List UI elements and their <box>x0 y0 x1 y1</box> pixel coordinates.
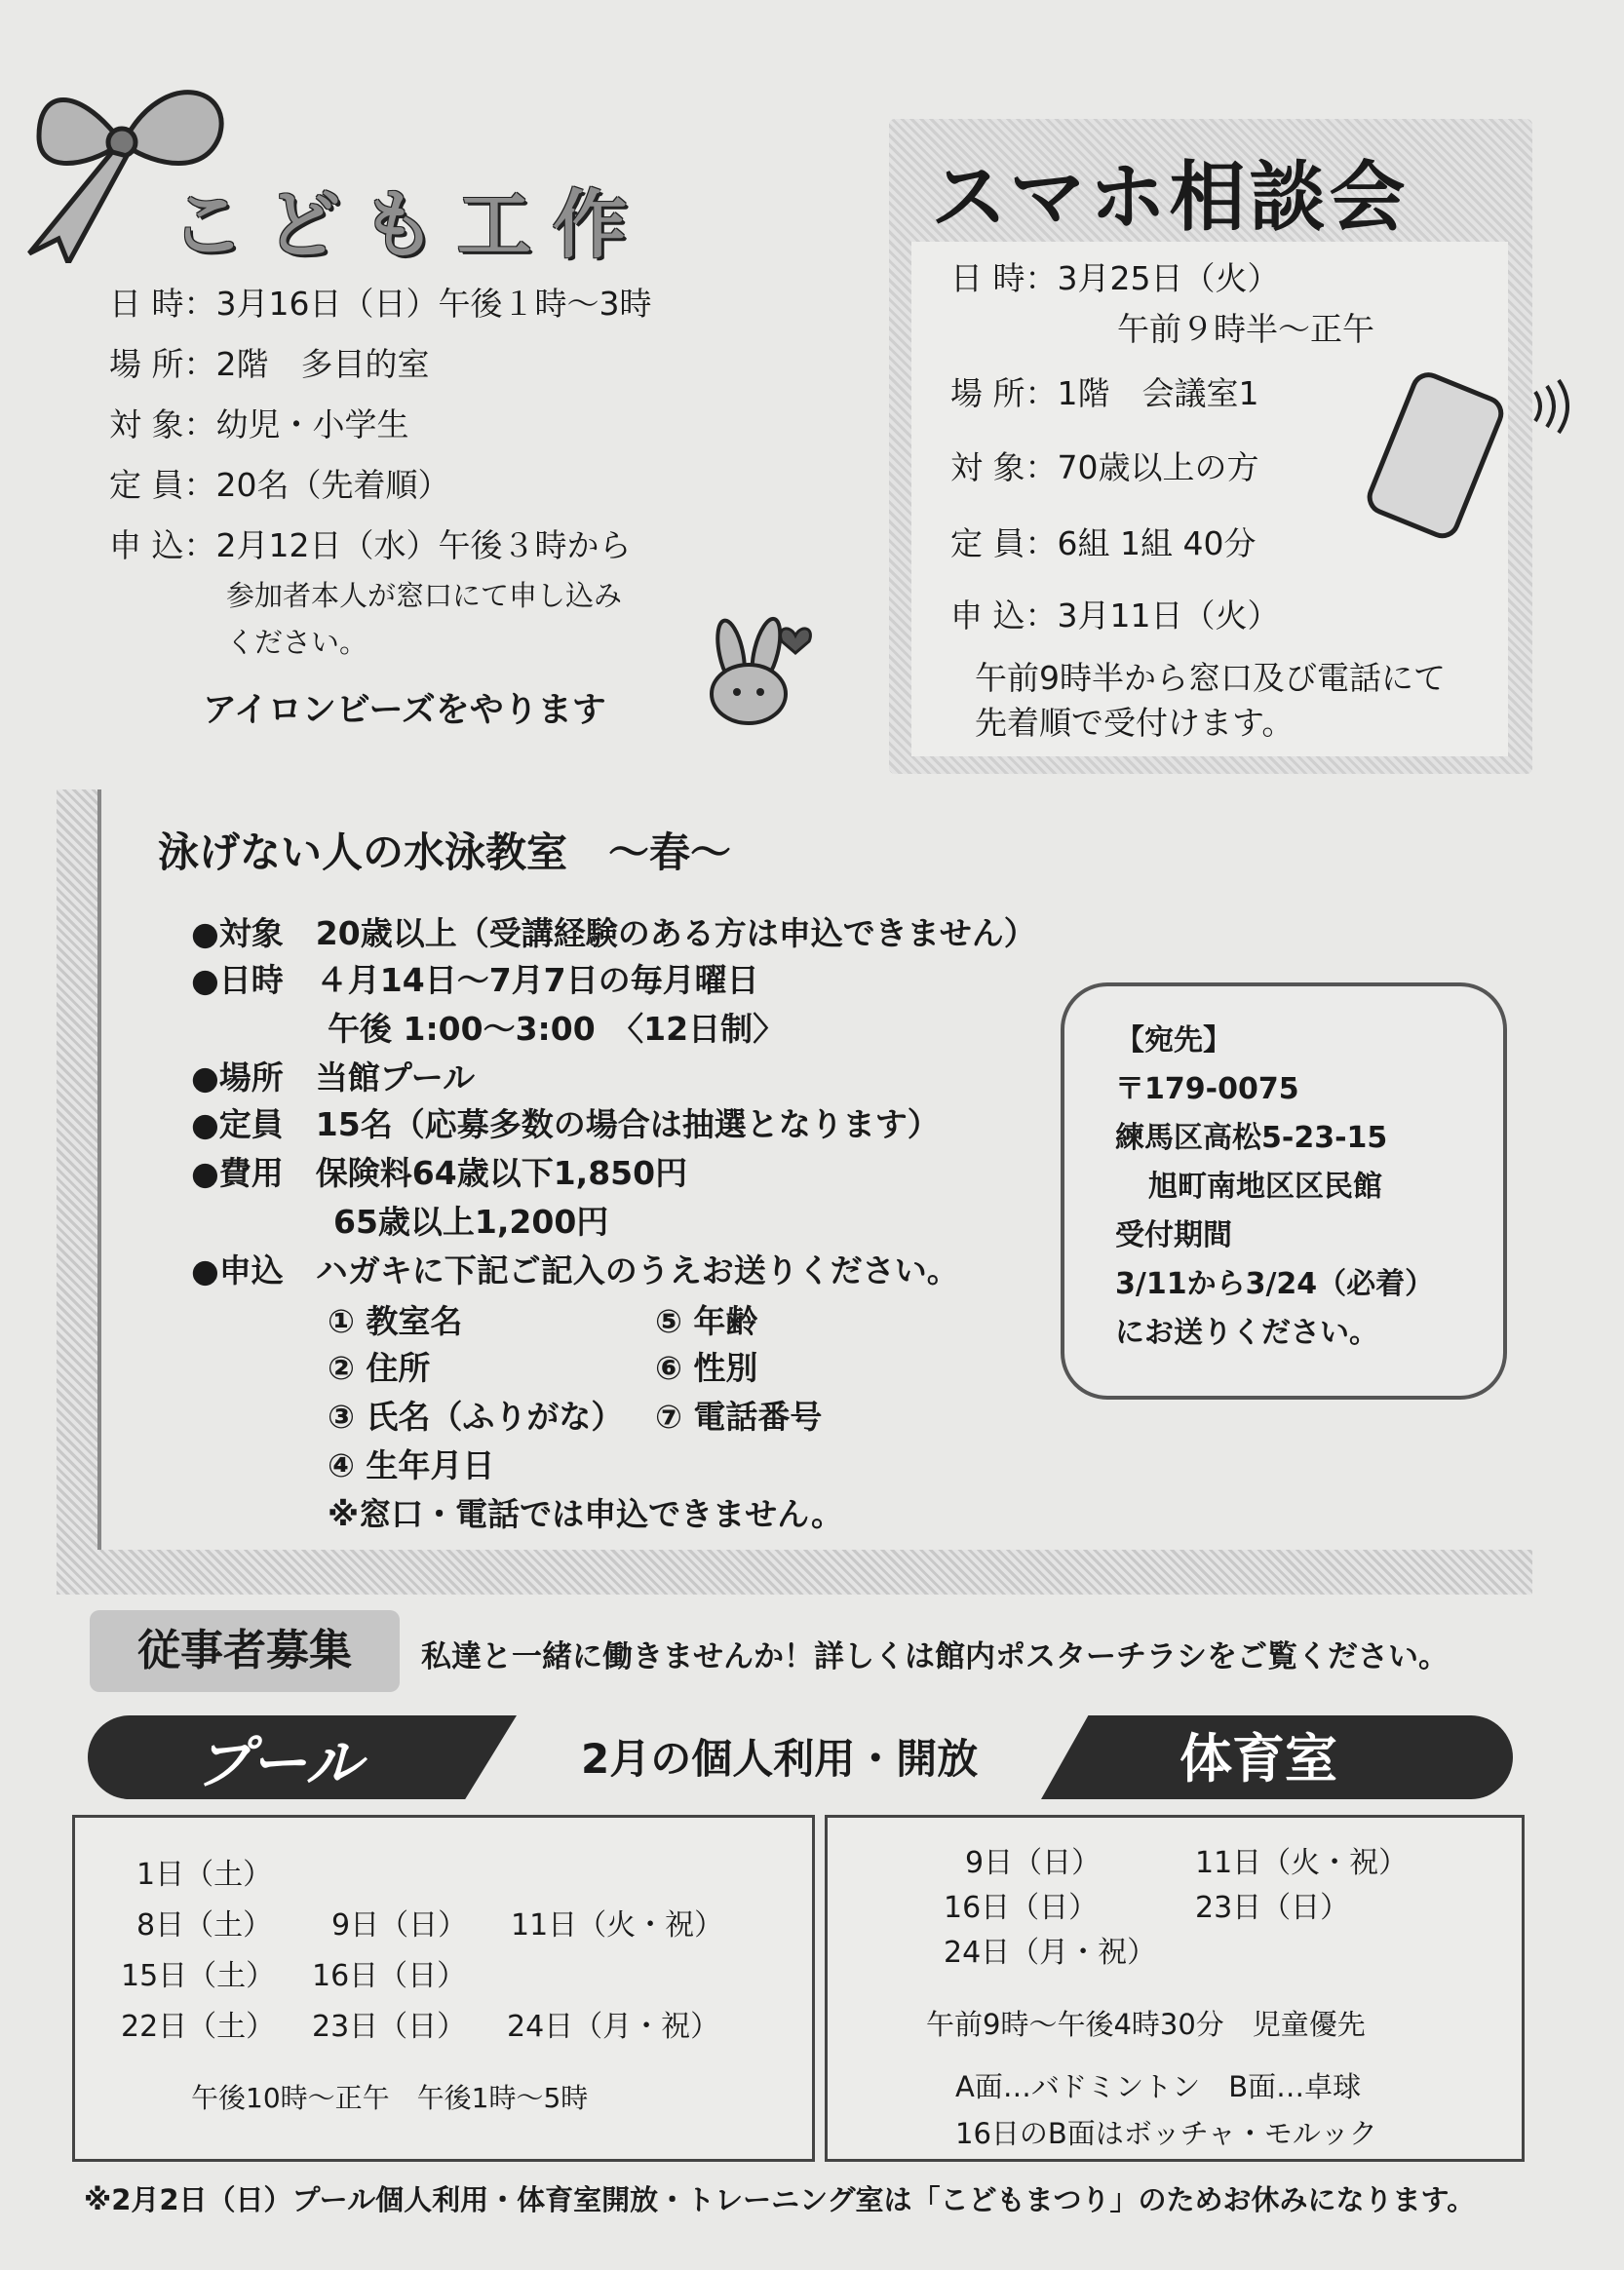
sumaho-datetime: 日 時：3月25日（火） <box>950 259 1280 297</box>
pool-day: 15日（土） <box>121 1959 276 1993</box>
kodomo-activity: アイロンビーズをやります <box>203 691 606 730</box>
swim-time: 午後 1:00〜3:00 〈12日制〉 <box>328 1010 786 1048</box>
pool-day: 9日（日） <box>331 1908 468 1943</box>
address-building: 旭町南地区区民館 <box>1148 1170 1382 1204</box>
recruit-label: 従事者募集 <box>90 1610 400 1692</box>
swim-datetime: ●日時 ４月14日〜7月7日の毎月曜日 <box>191 961 759 999</box>
address-note: にお送りください。 <box>1115 1316 1378 1350</box>
gym-day: 16日（日） <box>944 1891 1099 1925</box>
pool-day: 24日（月・祝） <box>507 2010 720 2044</box>
swim-fee: ●費用 保険料64歳以下1,850円 <box>191 1154 688 1192</box>
kodomo-target: 対 象：幼児・小学生 <box>109 405 409 443</box>
gym-day: 24日（月・祝） <box>944 1936 1157 1970</box>
address-heading: 【宛先】 <box>1115 1023 1232 1058</box>
address-period-label: 受付期間 <box>1115 1218 1232 1252</box>
sumaho-time: 午前９時半〜正午 <box>1117 310 1374 348</box>
kodomo-apply-note-2: ください。 <box>226 626 368 659</box>
kodomo-place: 場 所：2階 多目的室 <box>109 345 430 383</box>
pool-title: プール <box>195 1730 363 1796</box>
kodomo-capacity: 定 員：20名（先着順） <box>109 466 450 504</box>
swim-item-2: ② 住所 <box>328 1349 431 1387</box>
address-period: 3/11から3/24（必着） <box>1115 1267 1435 1301</box>
swim-note: ※窓口・電話では申込できません。 <box>328 1495 844 1533</box>
swim-item-1: ① 教室名 <box>328 1302 463 1340</box>
swim-item-7: ⑦ 電話番号 <box>655 1398 823 1436</box>
swim-apply: ●申込 ハガキに下記ご記入のうえお送りください。 <box>191 1251 959 1289</box>
gym-day: 23日（日） <box>1195 1891 1350 1925</box>
gym-day: 9日（日） <box>965 1846 1102 1880</box>
sumaho-target: 対 象：70歳以上の方 <box>950 448 1259 486</box>
sumaho-title: スマホ相談会 <box>931 154 1410 242</box>
sumaho-apply-note-1: 午前9時半から窓口及び電話にて <box>975 659 1446 697</box>
recruit-text: 私達と一緒に働きませんか！詳しくは館内ポスターチラシをご覧ください。 <box>421 1639 1449 1674</box>
footer-note: ※2月2日（日）プール個人利用・体育室開放・トレーニング室は「こどもまつり」のためお休みになります。 <box>84 2183 1476 2216</box>
swim-target: ●対象 20歳以上（受講経験のある方は申込できません） <box>191 914 1036 952</box>
bunny-icon <box>692 614 829 731</box>
kodomo-title: こども工作 <box>171 181 648 268</box>
gym-note-2: 16日のB面はボッチャ・モルック <box>955 2117 1377 2150</box>
swim-item-6: ⑥ 性別 <box>655 1349 758 1387</box>
sumaho-capacity: 定 員：6組 1組 40分 <box>950 524 1257 562</box>
swim-item-5: ⑤ 年齢 <box>655 1302 758 1340</box>
swim-fee-senior: 65歳以上1,200円 <box>333 1203 609 1241</box>
swim-item-4: ④ 生年月日 <box>328 1446 495 1484</box>
swim-place: ●場所 当館プール <box>191 1058 476 1097</box>
pool-day: 1日（土） <box>136 1858 273 1892</box>
gym-day: 11日（火・祝） <box>1195 1846 1409 1880</box>
pool-hours: 午後10時〜正午 午後1時〜5時 <box>191 2082 589 2114</box>
swim-title: 泳げない人の水泳教室 〜春〜 <box>158 828 732 876</box>
smartphone-icon <box>1360 363 1584 558</box>
pool-day: 22日（土） <box>121 2010 276 2044</box>
kodomo-apply: 申 込：2月12日（水）午後３時から <box>109 526 632 564</box>
address-street: 練馬区高松5-23-15 <box>1115 1121 1388 1155</box>
address-postal: 〒179-0075 <box>1115 1072 1299 1106</box>
pool-day: 11日（火・祝） <box>511 1908 724 1943</box>
month-title: 2月の個人利用・開放 <box>581 1735 979 1783</box>
pool-day: 23日（日） <box>312 2010 467 2044</box>
gym-hours: 午前9時〜午後4時30分 児童優先 <box>926 2008 1366 2041</box>
sumaho-apply-note-2: 先着順で受付けます。 <box>975 704 1295 742</box>
gym-title: 体育室 <box>1179 1728 1337 1789</box>
kodomo-apply-note-1: 参加者本人が窓口にて申し込み <box>226 579 623 612</box>
sumaho-place: 場 所：1階 会議室1 <box>950 374 1259 412</box>
pool-day: 16日（日） <box>312 1959 467 1993</box>
pool-day: 8日（土） <box>136 1908 273 1943</box>
swim-item-3: ③ 氏名（ふりがな） <box>328 1398 624 1436</box>
kodomo-datetime: 日 時：3月16日（日）午後１時〜3時 <box>109 285 652 323</box>
gym-schedule-box <box>825 1815 1525 2162</box>
gym-note-1: A面…バドミントン B面…卓球 <box>955 2070 1362 2103</box>
sumaho-apply: 申 込：3月11日（火） <box>950 596 1280 635</box>
swim-capacity: ●定員 15名（応募多数の場合は抽選となります） <box>191 1105 940 1143</box>
